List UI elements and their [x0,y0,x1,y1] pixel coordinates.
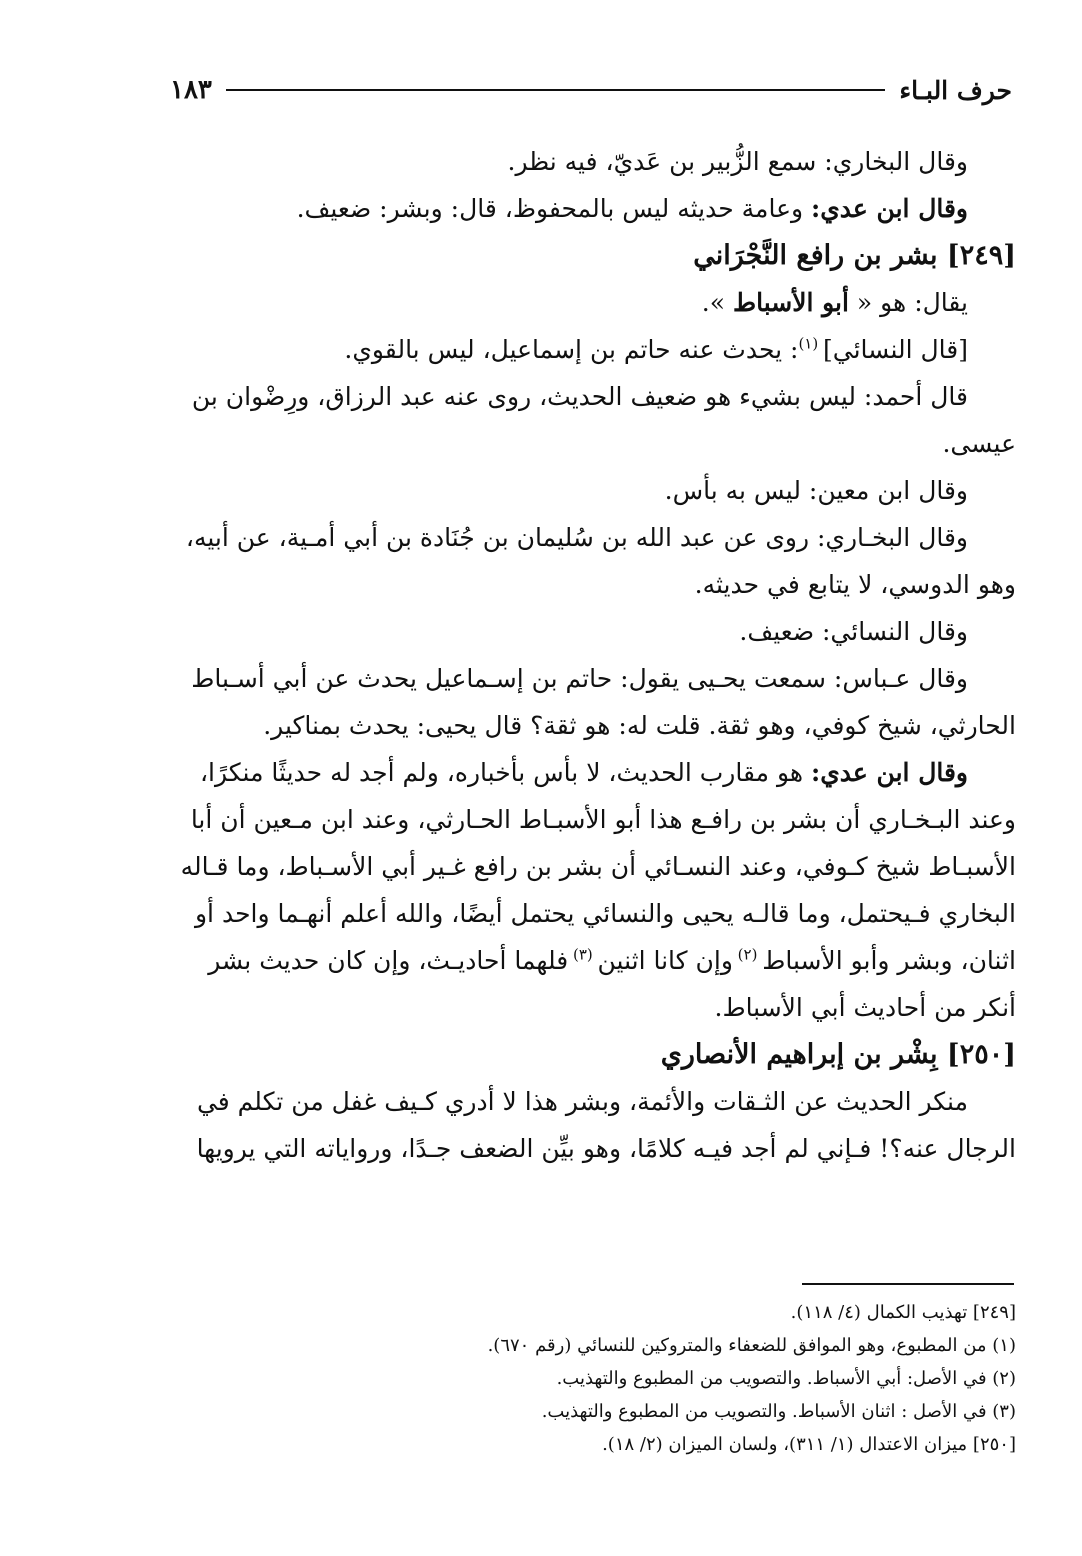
text-line: البخاري فـيحتمل، وما قالـه يحيى والنسائي يحتمل أيضًا، والله أعلم أنهـما واحد أو [194,899,1016,928]
text-span: اثنان، وبشر وأبو الأسباط [762,946,1016,975]
speaker-label: وقال ابن عدي: [811,758,968,787]
text-line: وقال البخـاري: روى عن عبد الله بن سُليمان بن جُنَادة بن أبي أمـية، عن أبيه، [185,523,968,552]
text-span: وعامة حديثه ليس بالمحفوظ، قال: وبشر: ضعيف. [296,194,812,223]
text-line: أنكر من أحاديث أبي الأسباط. [714,993,1016,1022]
text-line: وقال عـباس: سمعت يحـيى يقول: حاتم بن إسـماعيل يحدث عن أبي أسـباط [191,664,968,693]
text-line [136,279,1016,326]
footnote-ref: (٢) [732,945,763,964]
kunya-label: أبو الأسباط [732,288,849,317]
footnote: (٣) في الأصل : اثنان الأسباط. والتصويب من المطبوع والتهذيب. [541,1401,1016,1422]
text-line [136,937,1016,984]
footnote-ref: (١) [798,334,823,353]
text-line: عيسى. [942,429,1016,458]
text-line: قال أحمد: ليس بشيء هو ضعيف الحديث، روى عنه عبد الرزاق، ورِضْوان بن [191,382,968,411]
footnote: [٢٤٩] تهذيب الكمال (٤/ ١١٨). [790,1302,1016,1323]
text-line: وعند البـخـاري أن بشر بن رافـع هذا أبو الأسبـاط الحـارثي، وعند ابن مـعين أن أبا [190,805,1016,834]
page-number: ١٨٣ [170,75,212,105]
footnote: (٢) في الأصل: أبي الأسباط. والتصويب من المطبوع والتهذيب. [556,1368,1016,1389]
text-line: وقال ابن معين: ليس به بأس. [664,476,968,505]
text-span: هو مقارب الحديث، لا بأس بأخباره، ولم أجد له حديثًا منكرًا، [199,758,812,787]
text-line: وقال البخاري: سمع الزُّبير بن عَديّ، فيه نظر. [507,147,968,176]
text-line [136,749,1016,796]
footnote-ref: (٣) [568,945,598,964]
text-span: : يحدث عنه حاتم بن إسماعيل، ليس بالقوي. [344,335,799,364]
text-line: الرجال عنه؟! فـإني لم أجد فيـه كلامًا، وهو بيِّن الضعف جـدًا، ورواياته التي يرويها [196,1134,1016,1163]
main-text [136,138,1016,1172]
header-rule [226,89,885,91]
page-header [170,70,1012,110]
text-span: ». [701,288,733,317]
footnote-rule [802,1283,1014,1285]
text-line: الحارثي، شيخ كوفي، وهو ثقة. قلت له: هو ثقة؟ قال يحيى: يحدث بمناكير. [263,711,1016,740]
text-span: وإن كانا اثنين [597,946,733,975]
text-line: وهو الدوسي، لا يتابع في حديثه. [694,570,1016,599]
speaker-label: وقال ابن عدي: [811,194,968,223]
text-line: وقال النسائي: ضعيف. [739,617,968,646]
entry-heading-249: [٢٤٩] بشر بن رافع النَّجْرَاني [693,240,1016,271]
footnotes [300,1296,1016,1461]
text-span: فلهما أحاديـث، وإن كان حديث بشر [208,946,569,975]
running-title: حرف البـاء [899,75,1012,105]
text-line [136,185,1016,232]
text-line: منكر الحديث عن الثـقات والأئمة، وبشر هذا لا أدري كـيف غفل من تكلم في [196,1087,968,1116]
text-span: يقال: هو « [848,288,968,317]
text-span: [قال النسائي] [822,335,968,364]
footnote: (١) من المطبوع، وهو الموافق للضعفاء والمتروكين للنسائي (رقم ٦٧٠). [487,1335,1016,1356]
text-line [136,326,1016,373]
footnote: [٢٥٠] ميزان الاعتدال (١/ ٣١١)، ولسان الميزان (٢/ ١٨). [602,1434,1016,1455]
text-line: الأسبـاط شيخ كـوفي، وعند النسـائي أن بشر بن رافع غـير أبي الأسـباط، وما قـاله [180,852,1016,881]
entry-heading-250: [٢٥٠] بِشْر بن إبراهيم الأنصاري [660,1039,1016,1070]
